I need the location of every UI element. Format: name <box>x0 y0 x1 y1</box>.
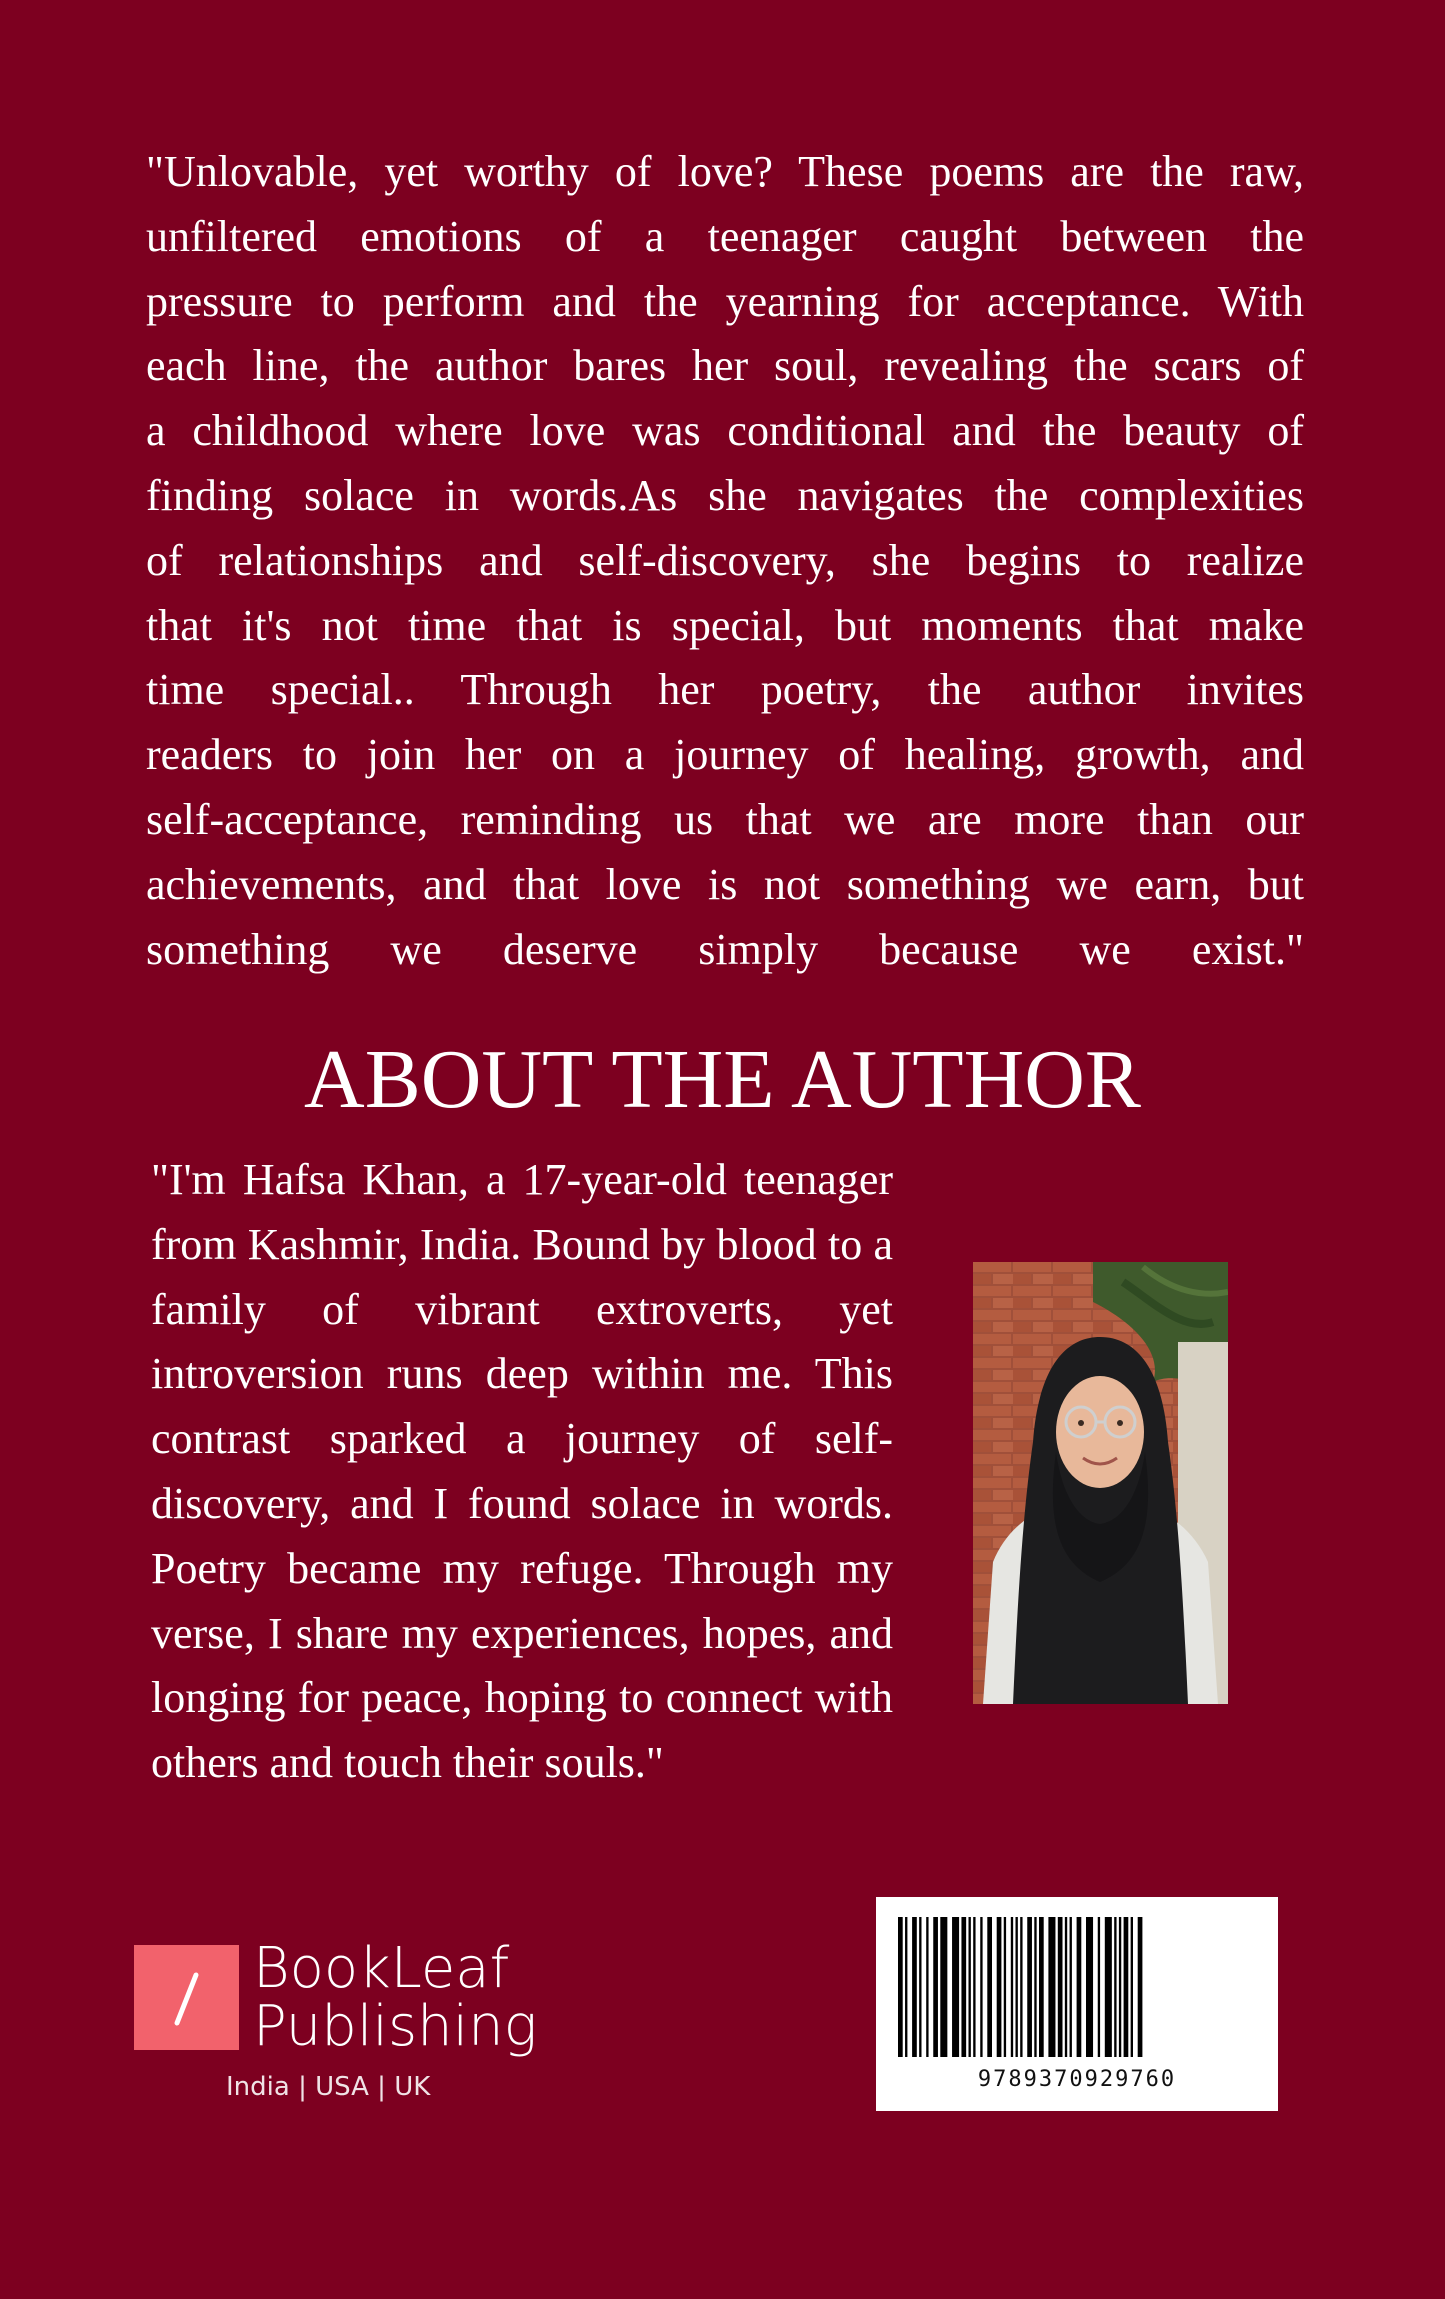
barcode-bar <box>1114 1917 1116 2057</box>
blurb-line: "Unlovable, yet worthy of love? These poems are the raw, <box>146 147 1304 196</box>
barcode-bar <box>1034 1917 1036 2057</box>
author-photo <box>973 1262 1228 1704</box>
barcode-bar <box>1058 1917 1063 2057</box>
barcode-bar <box>973 1917 975 2057</box>
barcode-bar <box>940 1917 947 2057</box>
barcode-bar <box>1077 1917 1082 2057</box>
about-the-author-heading: ABOUT THE AUTHOR <box>304 1033 1141 1126</box>
barcode-bar <box>987 1917 992 2057</box>
publisher-countries: India | USA | UK <box>226 2072 431 2102</box>
barcode-bar <box>1027 1917 1032 2057</box>
publisher-name <box>253 1936 538 2059</box>
barcode-bar <box>1105 1917 1112 2057</box>
blurb-line: that it's not time that is special, but moments that make <box>146 600 1304 650</box>
barcode-bar <box>933 1917 938 2057</box>
blurb-line: of relationships and self-discovery, she begins to realize <box>146 535 1304 585</box>
barcode-bar <box>898 1917 903 2057</box>
blurb-line: unfiltered emotions of a teenager caught between the <box>146 211 1304 261</box>
publisher-logo-mark <box>134 1945 239 2050</box>
barcode-bar <box>1098 1917 1100 2057</box>
barcode-bar <box>1119 1917 1121 2057</box>
blurb-line: a childhood where love was conditional and the beauty of <box>146 406 1304 456</box>
barcode-bar <box>1065 1917 1067 2057</box>
isbn-barcode <box>876 1897 1278 2111</box>
blurb-line: something we deserve simply because we exist." <box>146 924 1304 974</box>
barcode-bar <box>1086 1917 1093 2057</box>
barcode-bar <box>1011 1917 1013 2057</box>
barcode-bar <box>1004 1917 1006 2057</box>
blurb-line: time special.. Through her poetry, the author invites <box>146 665 1304 715</box>
slash-icon <box>134 1945 239 2050</box>
barcode-bar <box>961 1917 966 2057</box>
barcode-bar <box>912 1917 917 2057</box>
barcode-bar <box>1048 1917 1055 2057</box>
blurb-line: each line, the author bares her soul, revealing the scars of <box>146 341 1304 391</box>
blurb-line: self-acceptance, reminding us that we are more than our <box>146 794 1304 844</box>
author-bio: "I'm Hafsa Khan, a 17-year-old teenager from Kashmir, India. Bound by blood to a family of vibrant extroverts, yet introversion runs deep within me. This contrast sparked a journey of self-discovery, and I found solace in words. Poetry became my refuge. Through my verse, I share my experiences, hopes, and longing for peace, hoping to connect with others and touch their souls." <box>151 1155 893 1788</box>
barcode-bar <box>1124 1917 1129 2057</box>
barcode-bar <box>1131 1917 1133 2057</box>
barcode-bar <box>969 1917 971 2057</box>
barcode-bar <box>952 1917 959 2057</box>
barcode-bar <box>980 1917 982 2057</box>
barcode-bar <box>919 1917 921 2057</box>
blurb-line: readers to join her on a journey of healing, growth, and <box>146 730 1304 780</box>
barcode-bar <box>905 1917 907 2057</box>
barcode-bar <box>1138 1917 1143 2057</box>
barcode-bar <box>1020 1917 1022 2057</box>
barcode-bar <box>926 1917 928 2057</box>
blurb-line: achievements, and that love is not something we earn, but <box>146 859 1304 909</box>
back-cover-blurb <box>146 140 1304 982</box>
barcode-bar <box>1039 1917 1044 2057</box>
publisher-name-line1: BookLeaf <box>253 1936 510 2001</box>
barcode-bars <box>876 1897 1278 2067</box>
barcode-bar <box>997 1917 1002 2057</box>
barcode-bar <box>1070 1917 1072 2057</box>
barcode-bar <box>1016 1917 1018 2057</box>
publisher-name-line2: Publishing <box>253 1994 538 2059</box>
blurb-line: pressure to perform and the yearning for acceptance. With <box>146 276 1304 326</box>
isbn-number: 9789370929760 <box>977 2067 1177 2092</box>
blurb-line: finding solace in words.As she navigates the complexities <box>146 470 1304 520</box>
